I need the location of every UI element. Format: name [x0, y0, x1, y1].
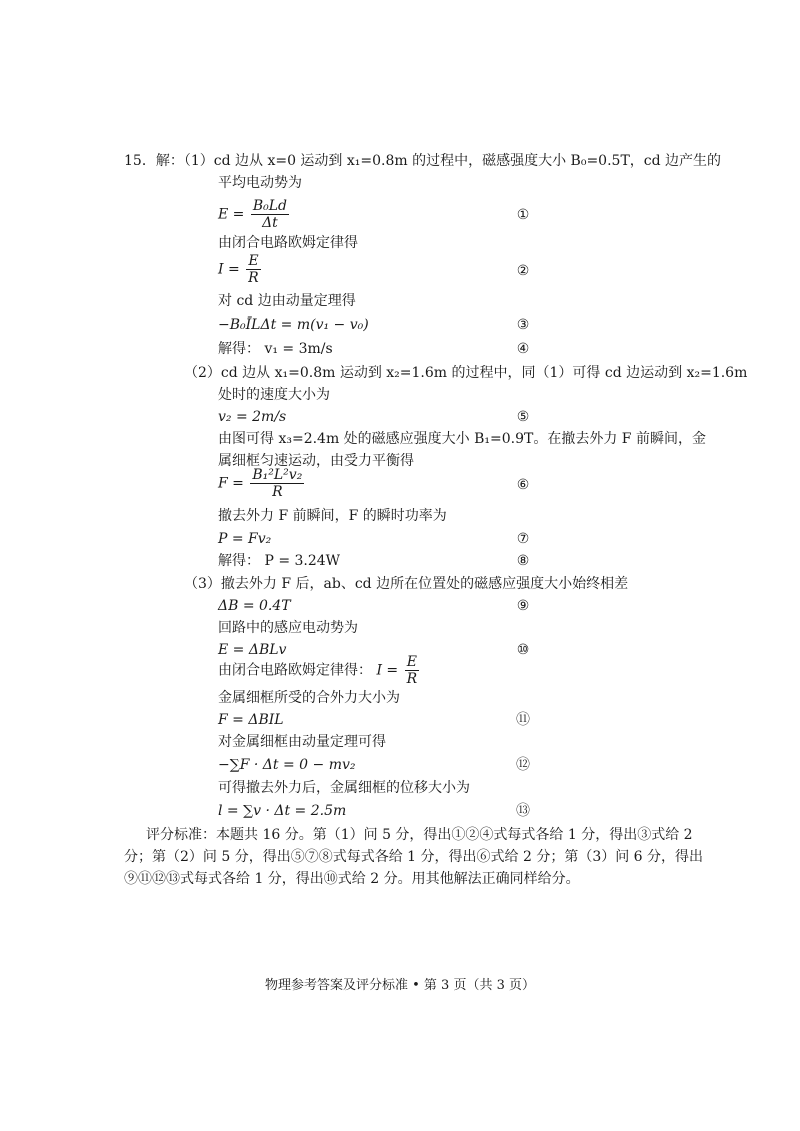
- eq9-number: ⑨: [516, 598, 530, 614]
- eq1-fraction: [251, 198, 289, 231]
- eq2-denominator: R: [248, 270, 259, 286]
- part3-text-1: 回路中的感应电动势为: [218, 620, 358, 636]
- equation-13: l = ∑v · Δt = 2.5m: [218, 803, 347, 819]
- text-ohm-law: 由闭合电路欧姆定律得: [218, 235, 358, 251]
- equation-6: [218, 467, 306, 500]
- part2-intro-line1: （2）cd 边从 x₁=0.8m 运动到 x₂=1.6m 的过程中，同（1）可得 cd 边运动到 x₂=1.6m: [184, 365, 748, 381]
- part2-text-2: 属细框匀速运动，由受力平衡得: [218, 453, 414, 469]
- scoring-line-2: 分；第（2）问 5 分，得出⑤⑦⑧式每式各给 1 分，得出⑥式给 2 分；第（3）问 6 分，得出: [124, 849, 704, 865]
- part3-text-4: 对金属细框由动量定理可得: [218, 734, 386, 750]
- eq-i-lhs: I =: [376, 662, 399, 679]
- part3-text-2-row: [218, 654, 421, 687]
- part3-intro-line1: （3）撤去外力 F 后，ab、cd 边所在位置处的磁感应强度大小始终相差: [184, 576, 629, 592]
- eq-i-denominator: R: [406, 671, 418, 687]
- question-label: 15．解：: [124, 153, 184, 169]
- part2-text-1: 由图可得 x₃=2.4m 处的磁感应强度大小 B₁=0.9T。在撤去外力 F 前瞬间，金: [218, 431, 706, 447]
- eq1-numerator: B₀Ld: [252, 198, 288, 214]
- eq1-lhs: E =: [218, 206, 245, 223]
- equation-2: [218, 253, 263, 286]
- eq13-number: ⑬: [516, 803, 530, 819]
- eq1-denominator: Δt: [251, 214, 289, 231]
- scoring-line-3: ⑨⑪⑫⑬式每式各给 1 分，得出⑩式给 2 分。用其他解法正确同样给分。: [124, 871, 580, 887]
- part2-text-3: 撤去外力 F 前瞬间，F 的瞬时功率为: [218, 508, 447, 524]
- equation-5: v₂ = 2m/s: [218, 409, 287, 425]
- part3-text-2: 由闭合电路欧姆定律得：: [218, 662, 372, 679]
- equation-10: E = ΔBLv: [218, 642, 287, 658]
- eq4-number: ④: [516, 341, 530, 357]
- eq2-numerator: E: [248, 253, 259, 269]
- eq6-fraction: [250, 467, 304, 500]
- text-momentum: 对 cd 边由动量定理得: [218, 293, 356, 309]
- eq2-fraction: [246, 253, 261, 286]
- eq3-number: ③: [516, 317, 530, 333]
- eq6-denominator: R: [250, 483, 304, 500]
- eq12-number: ⑫: [516, 757, 530, 773]
- equation-1: [218, 198, 291, 231]
- equation-3: −B₀ĪLΔt = m(v₁ − v₀): [218, 317, 369, 333]
- eq6-numerator: B₁²L²v₂: [252, 467, 303, 483]
- eq2-number: ②: [516, 263, 530, 279]
- eq6-lhs: F =: [218, 475, 244, 492]
- equation-9: ΔB = 0.4T: [218, 598, 291, 614]
- page-footer: 物理参考答案及评分标准 • 第 3 页（共 3 页）: [264, 978, 535, 993]
- eq10-number: ⑩: [516, 642, 530, 658]
- solution-v1: 解得： v₁ = 3m/s: [218, 341, 333, 357]
- part1-intro-line1: （1）cd 边从 x=0 运动到 x₁=0.8m 的过程中，磁感强度大小 B₀=0.5T，cd 边产生的: [183, 153, 722, 169]
- solution-p: 解得： P = 3.24W: [218, 553, 341, 569]
- eq-i-numerator: E: [406, 654, 418, 670]
- part2-intro-line2: 处时的速度大小为: [218, 387, 330, 403]
- question-intro: [124, 152, 721, 170]
- equation-11: F = ΔBIL: [218, 712, 284, 728]
- scoring-line-1: 评分标准：本题共 16 分。第（1）问 5 分，得出①②④式每式各给 1 分，得出③式给 2: [146, 827, 693, 843]
- equation-7: P = Fv₂: [218, 531, 272, 547]
- eq6-number: ⑥: [516, 477, 530, 493]
- eq8-number: ⑧: [516, 553, 530, 569]
- part1-intro-line2: 平均电动势为: [218, 175, 302, 191]
- equation-12: −∑F · Δt = 0 − mv₂: [218, 757, 356, 773]
- eq11-number: ⑪: [516, 712, 530, 728]
- part3-text-5: 可得撤去外力后，金属细框的位移大小为: [218, 780, 470, 796]
- eq1-number: ①: [516, 207, 530, 223]
- part3-text-3: 金属细框所受的合外力大小为: [218, 690, 400, 706]
- eq7-number: ⑦: [516, 531, 530, 547]
- eq2-lhs: I =: [218, 261, 240, 278]
- eq-i-fraction: [405, 654, 420, 687]
- eq5-number: ⑤: [516, 409, 530, 425]
